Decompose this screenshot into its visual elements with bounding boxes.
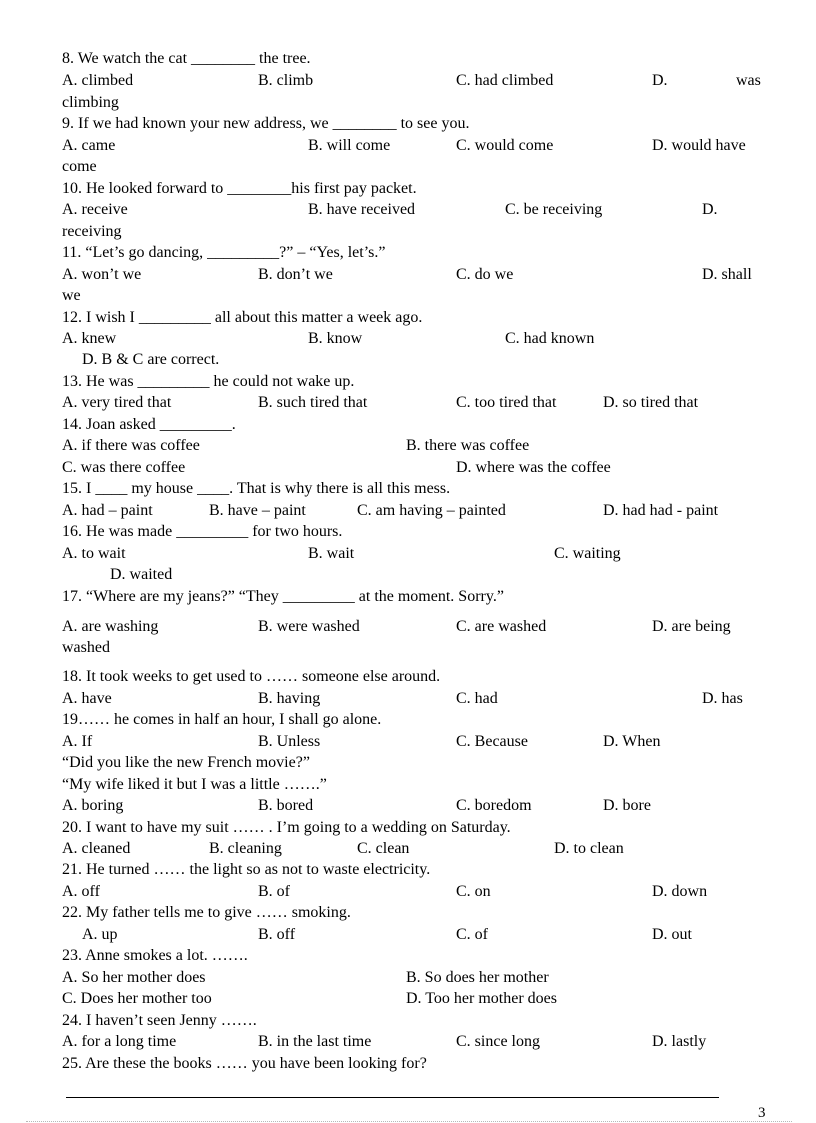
option-10d: D. [702, 201, 718, 218]
option-13c: C. too tired that [456, 394, 557, 411]
option-10d-continued: receiving [62, 223, 122, 240]
option-8b: B. climb [258, 72, 314, 89]
option-24a: A. for a long time [62, 1033, 177, 1050]
option-22b: B. off [258, 926, 296, 943]
option-19b: B. Unless [258, 733, 321, 750]
option-11c: C. do we [456, 266, 514, 283]
option-17c: C. are washed [456, 618, 547, 635]
footer-rule [66, 1097, 719, 1098]
question-21: 21. He turned …… the light so as not to waste electricity. [62, 861, 431, 878]
option-12d: D. B & C are correct. [82, 351, 220, 368]
question-12: 12. I wish I _________ all about this matter a week ago. [62, 309, 423, 326]
option-24b: B. in the last time [258, 1033, 372, 1050]
option-17d: D. are being [652, 618, 731, 635]
option-21a: A. off [62, 883, 100, 900]
option-12b: B. know [308, 330, 363, 347]
option-21d: D. down [652, 883, 708, 900]
option-16d: D. waited [110, 566, 173, 583]
dialogue-line-1: “Did you like the new French movie?” [62, 754, 310, 771]
option-18c: C. had [456, 690, 498, 707]
question-10: 10. He looked forward to ________his first pay packet. [62, 180, 417, 197]
option-16b: B. wait [308, 545, 355, 562]
option-22c: C. of [456, 926, 488, 943]
option-21c: C. on [456, 883, 491, 900]
page-number: 3 [758, 1105, 766, 1121]
option-11d-continued: we [62, 287, 81, 304]
option-24d: D. lastly [652, 1033, 707, 1050]
option-20d: D. to clean [554, 840, 624, 857]
option-9c: C. would come [456, 137, 554, 154]
question-14: 14. Joan asked _________. [62, 416, 236, 433]
question-8: 8. We watch the cat ________ the tree. [62, 50, 311, 67]
option-15b: B. have – paint [209, 502, 306, 519]
option-22a: A. up [82, 926, 118, 943]
option-12c: C. had known [505, 330, 595, 347]
option-10a: A. receive [62, 201, 128, 218]
question-19: 19…… he comes in half an hour, I shall go alone. [62, 711, 382, 728]
question-18: 18. It took weeks to get used to …… someone else around. [62, 668, 441, 685]
option-14b: B. there was coffee [406, 437, 530, 454]
option-8a: A. climbed [62, 72, 134, 89]
option-18a: A. have [62, 690, 112, 707]
option-17d-continued: washed [62, 639, 110, 656]
option-10b: B. have received [308, 201, 416, 218]
option-8d: D. [652, 72, 668, 89]
page-bottom-border [26, 1121, 792, 1122]
option-13d: D. so tired that [603, 394, 699, 411]
question-15: 15. I ____ my house ____. That is why there is all this mess. [62, 480, 451, 497]
question-25: 25. Are these the books …… you have been looking for? [62, 1055, 427, 1072]
option-20b: B. cleaning [209, 840, 282, 857]
option-dialogue-d: D. bore [603, 797, 651, 814]
option-14d: D. where was the coffee [456, 459, 611, 476]
option-dialogue-b: B. bored [258, 797, 314, 814]
dialogue-line-2: “My wife liked it but I was a little …….” [62, 776, 327, 793]
option-8d-continued: climbing [62, 94, 119, 111]
option-9d-continued: come [62, 158, 97, 175]
option-17b: B. were washed [258, 618, 360, 635]
option-9d: D. would have [652, 137, 746, 154]
option-11a: A. won’t we [62, 266, 142, 283]
option-23d: D. Too her mother does [406, 990, 557, 1007]
option-19d: D. When [603, 733, 661, 750]
option-23a: A. So her mother does [62, 969, 206, 986]
option-18d: D. has [702, 690, 743, 707]
option-14a: A. if there was coffee [62, 437, 200, 454]
option-19c: C. Because [456, 733, 528, 750]
option-11d: D. shall [702, 266, 752, 283]
option-15c: C. am having – painted [357, 502, 506, 519]
question-11: 11. “Let’s go dancing, _________?” – “Yes, let’s.” [62, 244, 386, 261]
option-16c: C. waiting [554, 545, 621, 562]
option-8d-text: was [736, 72, 761, 89]
option-23b: B. So does her mother [406, 969, 549, 986]
option-14c: C. was there coffee [62, 459, 186, 476]
option-dialogue-a: A. boring [62, 797, 124, 814]
option-9b: B. will come [308, 137, 391, 154]
question-22: 22. My father tells me to give …… smoking. [62, 904, 351, 921]
option-17a: A. are washing [62, 618, 159, 635]
option-13a: A. very tired that [62, 394, 172, 411]
option-20a: A. cleaned [62, 840, 131, 857]
question-20: 20. I want to have my suit …… . I’m going to a wedding on Saturday. [62, 819, 511, 836]
question-9: 9. If we had known your new address, we ________ to see you. [62, 115, 470, 132]
question-23: 23. Anne smokes a lot. ……. [62, 947, 248, 964]
option-9a: A. came [62, 137, 116, 154]
option-dialogue-c: C. boredom [456, 797, 532, 814]
option-19a: A. If [62, 733, 93, 750]
question-24: 24. I haven’t seen Jenny ……. [62, 1012, 257, 1029]
option-12a: A. knew [62, 330, 117, 347]
option-8c: C. had climbed [456, 72, 554, 89]
option-11b: B. don’t we [258, 266, 333, 283]
option-13b: B. such tired that [258, 394, 368, 411]
option-20c: C. clean [357, 840, 410, 857]
question-13: 13. He was _________ he could not wake up. [62, 373, 355, 390]
question-17: 17. “Where are my jeans?” “They _________ at the moment. Sorry.” [62, 588, 504, 605]
question-16: 16. He was made _________ for two hours. [62, 523, 343, 540]
option-18b: B. having [258, 690, 321, 707]
option-21b: B. of [258, 883, 290, 900]
option-15d: D. had had - paint [603, 502, 719, 519]
option-10c: C. be receiving [505, 201, 603, 218]
option-16a: A. to wait [62, 545, 126, 562]
option-24c: C. since long [456, 1033, 540, 1050]
option-22d: D. out [652, 926, 692, 943]
option-15a: A. had – paint [62, 502, 153, 519]
option-23c: C. Does her mother too [62, 990, 212, 1007]
